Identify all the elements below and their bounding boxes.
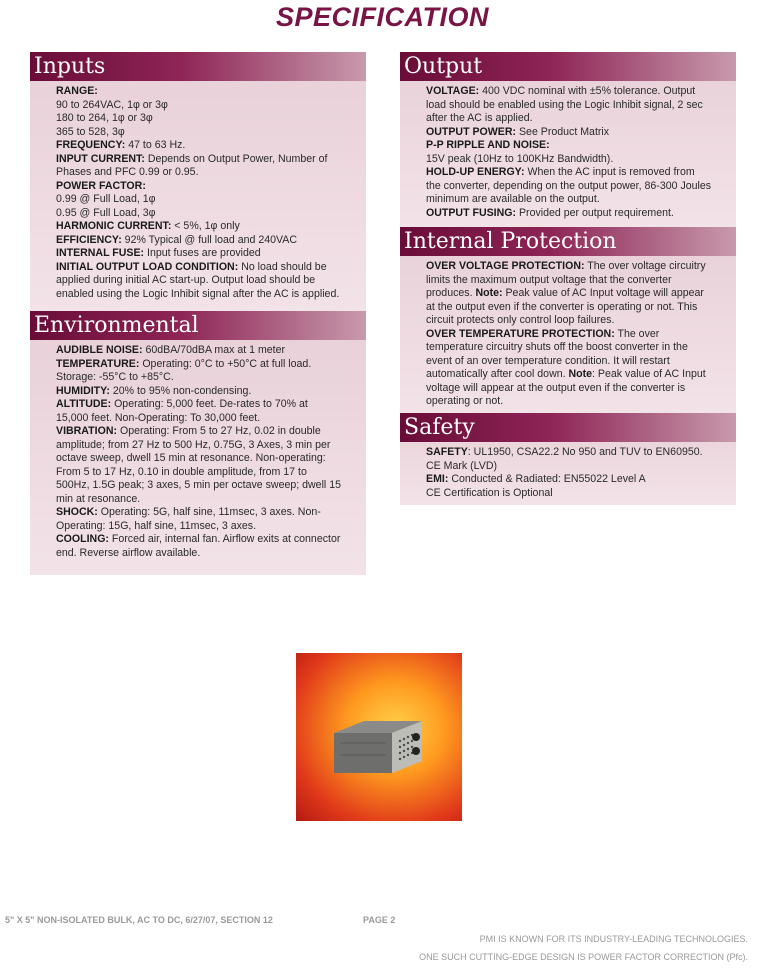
spec-line bbox=[56, 261, 342, 302]
spec-label: EMI: bbox=[426, 473, 449, 485]
spec-text: No load should be applied during initial AC start-up. Output load should be enabled using the Logic Inhibit signal after the AC is applied. bbox=[56, 260, 340, 300]
spec-label: HARMONIC CURRENT: bbox=[56, 220, 172, 232]
spec-line bbox=[56, 344, 342, 358]
spec-line bbox=[56, 180, 342, 194]
footer-page-number: PAGE 2 bbox=[363, 915, 396, 925]
spec-text: : UL1950, CSA22.2 No 950 and TUV to EN60950. CE Mark (LVD) bbox=[426, 446, 703, 472]
spec-line bbox=[56, 385, 342, 399]
spec-label: AUDIBLE NOISE: bbox=[56, 344, 143, 356]
spec-label: SAFETY bbox=[426, 446, 468, 458]
spec-text: Operating: From 5 to 27 Hz, 0.02 in double amplitude; from 27 Hz to 500 Hz, 0.75G, 3 Axes, 3 min per octave sweep, dwell 15 min at resonance. Non-operating: From 5 to 17 Hz, 0.10 in double amplitude, from 17 to 500Hz, 1.5G peak; 3 axes, 5 min per octave sweep; dwell 15 min at resonance. bbox=[56, 425, 342, 505]
spec-line bbox=[56, 220, 342, 234]
right-column bbox=[400, 52, 736, 505]
left-column bbox=[30, 52, 366, 575]
spec-text: See Product Matrix bbox=[516, 125, 610, 138]
spec-line bbox=[426, 139, 712, 153]
output-body bbox=[400, 81, 736, 224]
spec-line bbox=[426, 85, 712, 126]
spec-label: COOLING: bbox=[56, 533, 109, 545]
spec-text: Operating: 5,000 feet. De-rates to 70% at 15,000 feet. Non-Operating: To 30,000 feet. bbox=[56, 398, 308, 424]
protection-body bbox=[400, 256, 736, 413]
spec-text: Operating: 0°C to +50°C at full load. Storage: -55°C to +85°C. bbox=[56, 357, 312, 383]
spec-line bbox=[56, 533, 342, 560]
spec-label: INITIAL OUTPUT LOAD CONDITION: bbox=[56, 260, 239, 273]
spec-text: When the AC input is removed from the converter, depending on the output power, 86-300 Joules minimum are available on the output. bbox=[426, 166, 712, 205]
spec-line bbox=[426, 487, 712, 501]
inputs-section bbox=[30, 52, 366, 311]
environmental-header: Environmental bbox=[30, 311, 366, 340]
spec-label: EFFICIENCY: bbox=[56, 233, 122, 246]
product-photo bbox=[296, 653, 462, 821]
spec-text: 92% Typical @ full load and 240VAC bbox=[121, 233, 297, 246]
spec-label: INPUT CURRENT: bbox=[56, 152, 145, 165]
spec-label: OUTPUT POWER: bbox=[426, 125, 517, 138]
safety-section bbox=[400, 413, 736, 505]
output-section bbox=[400, 52, 736, 227]
spec-line bbox=[426, 126, 712, 140]
spec-line bbox=[426, 446, 712, 473]
environmental-section bbox=[30, 311, 366, 575]
spec-label: RANGE: bbox=[56, 85, 98, 97]
spec-text: Input fuses are provided bbox=[144, 247, 261, 259]
spec-text: Forced air, internal fan. Airflow exits at connector end. Reverse airflow available. bbox=[56, 533, 341, 559]
spec-text: < 5%, 1φ only bbox=[171, 220, 240, 232]
spec-text: Operating: 5G, half sine, 11msec, 3 axes. Non-Operating: 15G, half sine, 11msec, 3 axes. bbox=[56, 506, 321, 532]
footer-tagline-2: ONE SUCH CUTTING-EDGE DESIGN IS POWER FACTOR CORRECTION (Pfc). bbox=[419, 952, 748, 962]
power-supply-image bbox=[334, 715, 422, 775]
footer-document-info: 5" X 5" NON-ISOLATED BULK, AC TO DC, 6/27/07, SECTION 12 bbox=[5, 915, 273, 925]
spec-label: VIBRATION: bbox=[56, 425, 118, 437]
spec-line bbox=[56, 193, 342, 207]
spec-text: 400 VDC nominal with ±5% tolerance. Output load should be enabled using the Logic Inhibit signal, 2 sec after the AC is applied. bbox=[426, 85, 703, 124]
spec-text: 0.95 @ Full Load, 3φ bbox=[56, 206, 156, 219]
spec-text: 20% to 95% non-condensing. bbox=[109, 384, 252, 397]
spec-label: FREQUENCY: bbox=[56, 139, 126, 151]
environmental-body bbox=[30, 340, 366, 564]
spec-text: 15V peak (10Hz to 100KHz Bandwidth). bbox=[426, 152, 614, 165]
spec-line bbox=[56, 112, 342, 126]
spec-line bbox=[426, 166, 712, 207]
spec-line bbox=[56, 234, 342, 248]
spec-label: VOLTAGE: bbox=[426, 85, 480, 97]
spec-label: SHOCK: bbox=[56, 506, 98, 518]
spec-label: HOLD-UP ENERGY: bbox=[426, 166, 525, 178]
spec-line bbox=[56, 153, 342, 180]
spec-label: TEMPERATURE: bbox=[56, 357, 140, 370]
spec-line bbox=[426, 473, 712, 487]
spec-line bbox=[56, 99, 342, 113]
spec-line bbox=[56, 126, 342, 140]
spec-line bbox=[56, 425, 342, 506]
ov-protection-text: OVER VOLTAGE PROTECTION: The over voltage circuitry limits the maximum output voltage that the converter produces. Note: Peak value of AC Input voltage will appear at the output even if the converter is operating or not. This circuit protects only control loop failures. bbox=[426, 260, 706, 326]
ot-protection-text: OVER TEMPERATURE PROTECTION: The over temperature circuitry shuts off the boost converter in the event of an over temperature condition. It will restart automatically after cool down. Note: Peak value of AC Input voltage will appear at the output even if the converter is operating or not. bbox=[426, 327, 706, 407]
spec-text: 180 to 264, 1φ or 3φ bbox=[56, 112, 153, 124]
output-header: Output bbox=[400, 52, 736, 81]
footer-tagline-1: PMI IS KNOWN FOR ITS INDUSTRY-LEADING TECHNOLOGIES. bbox=[479, 934, 748, 944]
spec-text: 365 to 528, 3φ bbox=[56, 125, 125, 138]
spec-label: POWER FACTOR: bbox=[56, 179, 146, 192]
spec-text: 60dBA/70dBA max at 1 meter bbox=[142, 344, 286, 356]
inputs-header: Inputs bbox=[30, 52, 366, 81]
spec-label: HUMIDITY: bbox=[56, 384, 110, 397]
spec-label: INTERNAL FUSE: bbox=[56, 247, 145, 259]
spec-text: 90 to 264VAC, 1φ or 3φ bbox=[56, 98, 168, 111]
spec-line bbox=[56, 506, 342, 533]
inputs-body bbox=[30, 81, 366, 305]
spec-line bbox=[56, 247, 342, 261]
spec-text: 47 to 63 Hz. bbox=[125, 139, 186, 151]
spec-line bbox=[56, 398, 342, 425]
spec-line bbox=[56, 139, 342, 153]
safety-header: Safety bbox=[400, 413, 736, 442]
spec-line bbox=[426, 207, 712, 221]
spec-text: Depends on Output Power, Number of Phases and PFC 0.99 or 0.95. bbox=[56, 152, 328, 178]
spec-text: Provided per output requirement. bbox=[516, 206, 674, 219]
spec-line bbox=[56, 207, 342, 221]
spec-label: OUTPUT FUSING: bbox=[426, 206, 517, 219]
protection-section bbox=[400, 227, 736, 413]
spec-label: ALTITUDE: bbox=[56, 398, 112, 410]
spec-text: 0.99 @ Full Load, 1φ bbox=[56, 193, 156, 205]
spec-label: P-P RIPPLE AND NOISE: bbox=[426, 139, 550, 151]
spec-line bbox=[426, 153, 712, 167]
spec-text: CE Certification is Optional bbox=[426, 486, 553, 499]
page-title: SPECIFICATION bbox=[275, 2, 489, 32]
protection-header: Internal Protection bbox=[400, 227, 736, 256]
safety-body bbox=[400, 442, 736, 504]
spec-text: Conducted & Radiated: EN55022 Level A bbox=[448, 473, 646, 485]
spec-line bbox=[56, 358, 342, 385]
spec-line bbox=[56, 85, 342, 99]
